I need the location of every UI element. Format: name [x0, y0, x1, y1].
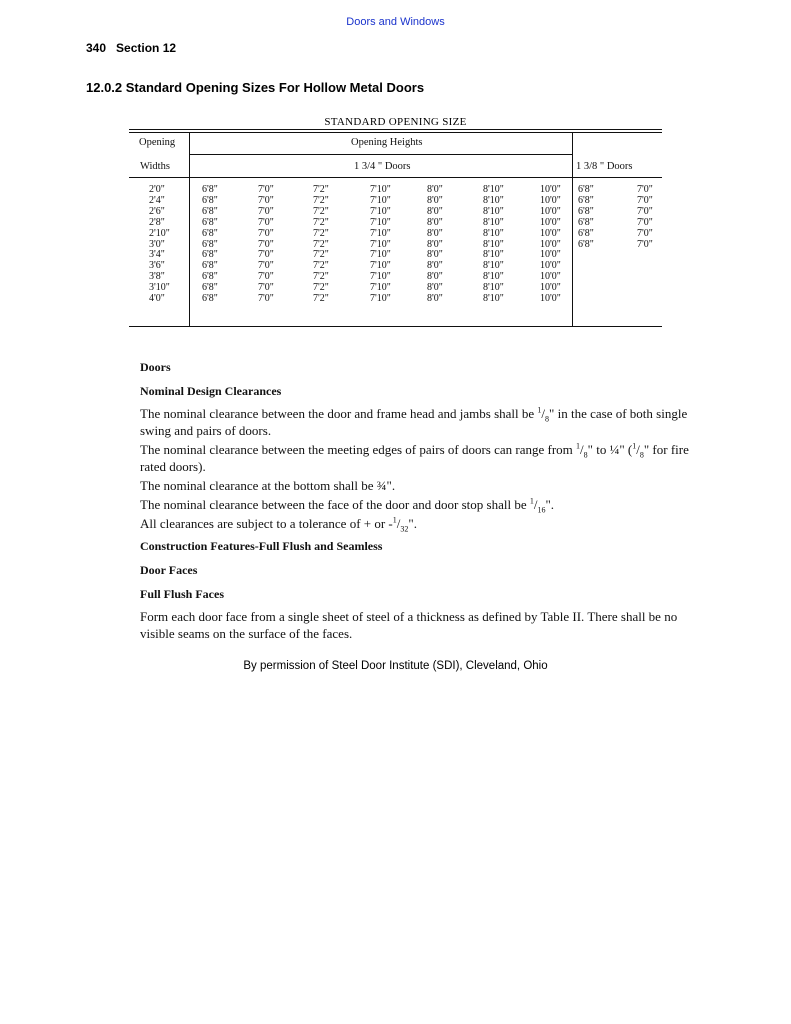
height-cell-134: 7'0"	[258, 184, 274, 195]
p2-text-c: " for fire rated doors).	[140, 442, 689, 474]
width-cell: 3'0"	[149, 238, 165, 250]
height-cell-134: 7'2"	[313, 205, 329, 217]
height-cell-134: 7'2"	[313, 194, 329, 206]
table-col-divider-widths	[189, 133, 190, 327]
fraction-1-8: $^1/_8$	[632, 441, 644, 460]
width-cell: 3'6"	[149, 260, 165, 272]
height-cell-134: 10'0"	[540, 238, 561, 250]
width-cell: 4'0"	[149, 293, 165, 304]
section-title: 12.0.2 Standard Opening Sizes For Hollow Metal Doors	[86, 80, 425, 95]
paragraph-head-jamb-clearance	[140, 405, 710, 439]
height-cell-138: 6'8"	[578, 194, 594, 206]
height-cell-138: 6'8"	[578, 227, 594, 239]
height-cell-134: 6'8"	[202, 249, 218, 261]
width-cell: 2'4"	[149, 194, 165, 206]
paragraph-bottom-clearance: The nominal clearance at the bottom shall be ¾".	[140, 478, 396, 493]
height-cell-134: 10'0"	[540, 271, 561, 283]
height-cell-138: 6'8"	[578, 216, 594, 228]
width-cell: 2'0"	[149, 184, 165, 195]
height-cell-134: 7'10"	[370, 249, 391, 261]
height-cell-134: 6'8"	[202, 227, 218, 239]
height-cell-134: 7'10"	[370, 184, 391, 195]
fraction-1-32: $^1/_{32}$	[392, 515, 409, 534]
col-header-heights: Opening Heights	[351, 137, 423, 148]
table-title: STANDARD OPENING SIZE	[324, 116, 467, 128]
height-cell-134: 7'0"	[258, 271, 274, 283]
height-cell-134: 7'10"	[370, 260, 391, 272]
height-cell-134: 7'2"	[313, 293, 329, 304]
height-cell-134: 8'10"	[483, 260, 504, 272]
footer-credit: By permission of Steel Door Institute (SDI), Cleveland, Ohio	[243, 660, 548, 672]
height-cell-138: 7'0"	[637, 205, 653, 217]
height-cell-134: 7'0"	[258, 238, 274, 250]
height-cell-134: 7'2"	[313, 271, 329, 283]
height-cell-138: 7'0"	[637, 216, 653, 228]
width-cell: 3'10"	[149, 282, 170, 294]
p2-text-b: " to ¼" (	[587, 442, 633, 457]
height-cell-134: 10'0"	[540, 249, 561, 261]
page-number: 340	[86, 41, 107, 55]
height-cell-134: 6'8"	[202, 184, 218, 195]
height-cell-134: 7'0"	[258, 260, 274, 272]
height-cell-134: 10'0"	[540, 282, 561, 294]
height-cell-134: 7'0"	[258, 249, 274, 261]
p2-text-a: The nominal clearance between the meeting edges of pairs of doors can range from	[140, 442, 577, 457]
col-header-opening: Opening	[139, 137, 176, 148]
height-cell-134: 8'0"	[427, 260, 443, 272]
p5-text-b: ".	[408, 516, 417, 531]
height-cell-134: 6'8"	[202, 205, 218, 217]
fraction-1-16: $^1/_{16}$	[529, 496, 546, 515]
height-cell-134: 7'10"	[370, 216, 391, 228]
height-cell-134: 8'10"	[483, 216, 504, 228]
height-cell-138: 6'8"	[578, 238, 594, 250]
height-cell-134: 7'10"	[370, 271, 391, 283]
height-cell-134: 7'0"	[258, 227, 274, 239]
opening-size-table	[129, 129, 662, 327]
paragraph-full-flush-faces: Form each door face from a single sheet of steel of a thickness as defined by Table II. There shall be no visible seams on the surface of the faces.	[140, 609, 678, 641]
height-cell-134: 8'0"	[427, 227, 443, 239]
height-cell-134: 8'0"	[427, 282, 443, 294]
heading-full-flush-faces: Full Flush Faces	[140, 587, 225, 601]
height-cell-134: 7'10"	[370, 194, 391, 206]
height-cell-134: 6'8"	[202, 293, 218, 304]
table-col-divider-138	[572, 133, 573, 327]
height-cell-134: 10'0"	[540, 227, 561, 239]
height-cell-134: 8'10"	[483, 227, 504, 239]
height-cell-134: 8'10"	[483, 194, 504, 206]
table-rule-header-bottom	[129, 177, 662, 178]
height-cell-134: 8'10"	[483, 249, 504, 261]
heading-door-faces: Door Faces	[140, 563, 198, 577]
height-cell-134: 10'0"	[540, 205, 561, 217]
heading-nominal-clearances: Nominal Design Clearances	[140, 384, 282, 398]
height-cell-134: 7'0"	[258, 216, 274, 228]
running-head: Doors and Windows	[346, 16, 445, 28]
height-cell-138: 7'0"	[637, 194, 653, 206]
width-cell: 2'10"	[149, 227, 170, 239]
paragraph-meeting-edge-clearance	[140, 441, 710, 475]
height-cell-134: 7'0"	[258, 205, 274, 217]
height-cell-134: 7'10"	[370, 227, 391, 239]
col-header-widths: Widths	[140, 161, 170, 172]
table-rule-top	[129, 129, 662, 130]
p4-text-b: ".	[545, 497, 555, 512]
p1-text-b: " in the case of both single swing and pairs of doors.	[140, 406, 688, 438]
height-cell-134: 8'0"	[427, 238, 443, 250]
height-cell-134: 7'2"	[313, 227, 329, 239]
height-cell-134: 8'0"	[427, 194, 443, 206]
height-cell-134: 10'0"	[540, 293, 561, 304]
height-cell-134: 7'10"	[370, 293, 391, 304]
p1-text-a: The nominal clearance between the door and frame head and jambs shall be	[140, 406, 538, 421]
doors-body	[140, 360, 710, 642]
height-cell-134: 10'0"	[540, 216, 561, 228]
height-cell-138: 6'8"	[578, 205, 594, 217]
height-cell-134: 7'2"	[313, 184, 329, 195]
heading-doors: Doors	[140, 360, 171, 374]
height-cell-134: 8'0"	[427, 205, 443, 217]
height-cell-134: 8'0"	[427, 293, 443, 304]
fraction-1-8: $^1/_8$	[537, 405, 550, 424]
height-cell-134: 10'0"	[540, 194, 561, 206]
height-cell-134: 6'8"	[202, 271, 218, 283]
height-cell-134: 8'10"	[483, 293, 504, 304]
height-cell-134: 7'0"	[258, 293, 274, 304]
height-cell-134: 8'0"	[427, 271, 443, 283]
table-rule-bottom	[129, 326, 662, 327]
height-cell-134: 8'10"	[483, 282, 504, 294]
height-cell-134: 7'2"	[313, 249, 329, 261]
height-cell-134: 8'0"	[427, 249, 443, 261]
height-cell-134: 10'0"	[540, 260, 561, 272]
table-rule-header-mid	[189, 154, 572, 155]
group-header-138: 1 3/8 " Doors	[576, 161, 633, 172]
height-cell-134: 10'0"	[540, 184, 561, 195]
height-cell-134: 6'8"	[202, 194, 218, 206]
height-cell-134: 7'10"	[370, 238, 391, 250]
height-cell-134: 7'2"	[313, 238, 329, 250]
page-header	[86, 41, 176, 55]
section-label: Section 12	[116, 41, 177, 55]
p4-text-a: The nominal clearance between the face of the door and door stop shall be	[140, 497, 530, 512]
height-cell-134: 8'10"	[483, 205, 504, 217]
height-cell-134: 8'10"	[483, 238, 504, 250]
height-cell-134: 6'8"	[202, 260, 218, 272]
height-cell-134: 8'10"	[483, 184, 504, 195]
height-cell-134: 7'10"	[370, 205, 391, 217]
group-header-134: 1 3/4 " Doors	[354, 161, 411, 172]
height-cell-134: 7'2"	[313, 216, 329, 228]
height-cell-134: 8'0"	[427, 216, 443, 228]
table-rule-top-double	[129, 132, 662, 133]
height-cell-134: 6'8"	[202, 216, 218, 228]
width-cell: 2'6"	[149, 205, 165, 217]
height-cell-138: 6'8"	[578, 184, 594, 195]
height-cell-134: 7'0"	[258, 194, 274, 206]
height-cell-134: 6'8"	[202, 282, 218, 294]
width-cell: 3'8"	[149, 271, 165, 283]
height-cell-134: 7'2"	[313, 282, 329, 294]
height-cell-134: 7'2"	[313, 260, 329, 272]
height-cell-134: 8'10"	[483, 271, 504, 283]
height-cell-138: 7'0"	[637, 184, 653, 195]
width-cell: 3'4"	[149, 249, 165, 261]
height-cell-134: 6'8"	[202, 238, 218, 250]
height-cell-134: 8'0"	[427, 184, 443, 195]
height-cell-138: 7'0"	[637, 227, 653, 239]
height-cell-138: 7'0"	[637, 238, 653, 250]
paragraph-tolerance	[140, 515, 710, 532]
heading-construction-features: Construction Features-Full Flush and Seamless	[140, 539, 383, 553]
width-cell: 2'8"	[149, 216, 165, 228]
paragraph-door-stop-clearance	[140, 496, 710, 513]
fraction-1-8: $^1/_8$	[576, 441, 588, 460]
height-cell-134: 7'10"	[370, 282, 391, 294]
p5-text-a: All clearances are subject to a tolerance of + or -	[140, 516, 393, 531]
height-cell-134: 7'0"	[258, 282, 274, 294]
